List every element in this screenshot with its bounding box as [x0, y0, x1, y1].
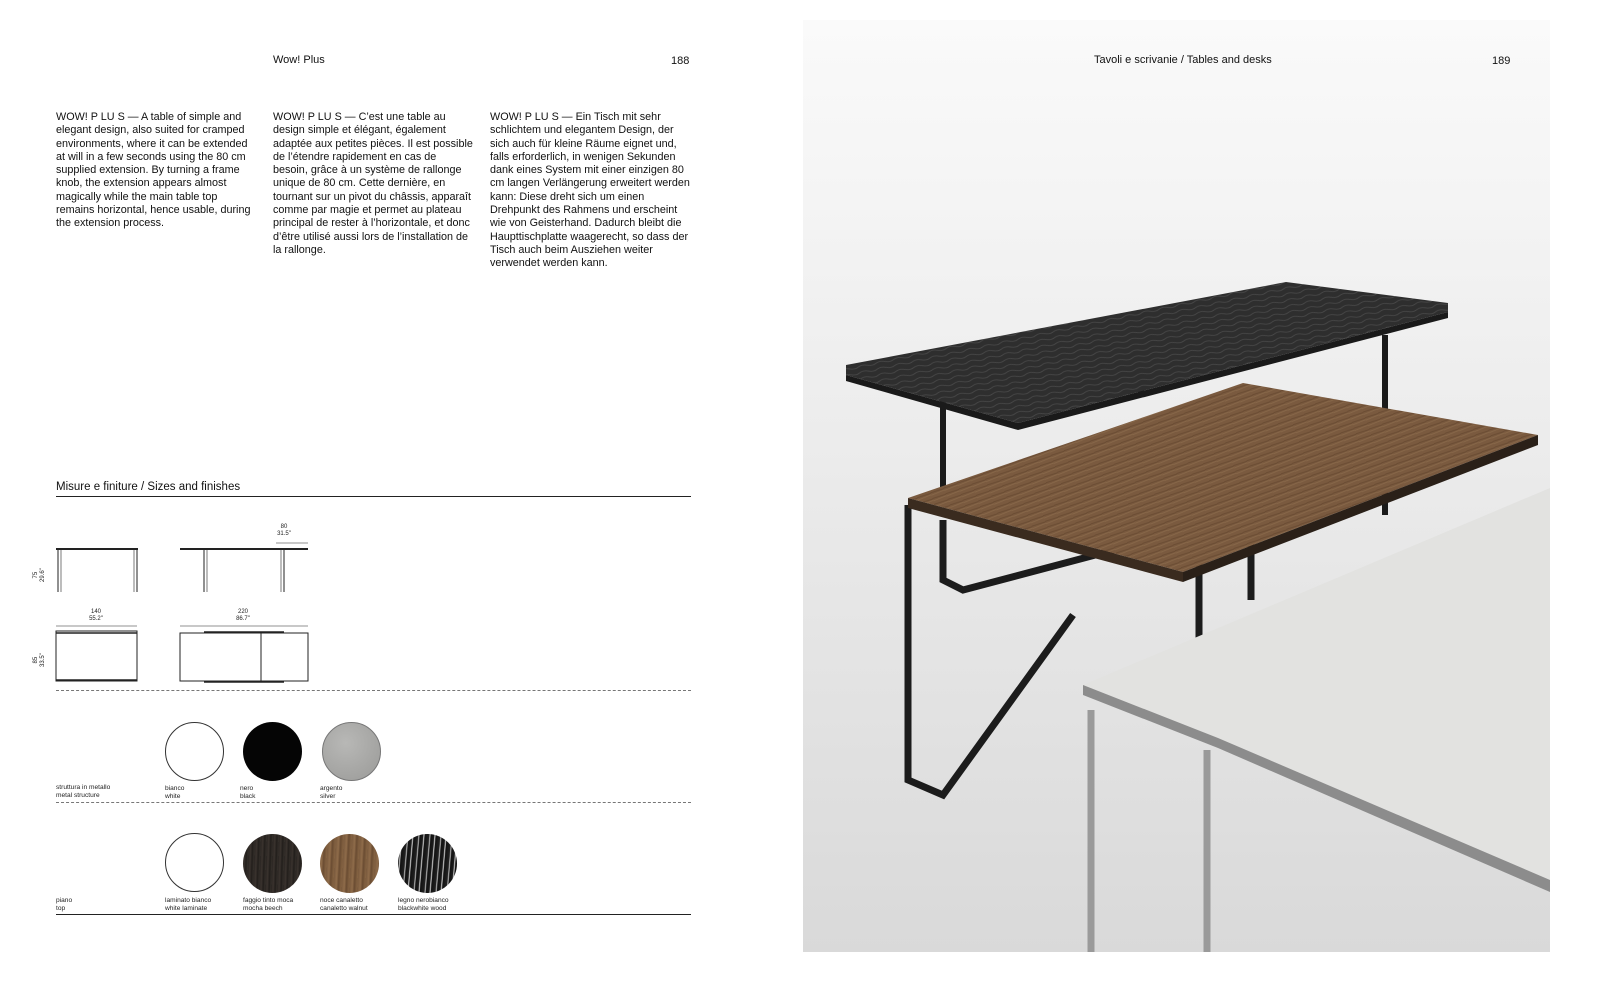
caption-top-canaletto-walnut: noce canaletto canaletto walnut	[320, 897, 368, 912]
dim-length-open: 220 86.7"	[236, 609, 250, 622]
page-title-right: Tavoli e scrivanie / Tables and desks	[1094, 54, 1272, 66]
swatch-top-white-laminate	[165, 833, 224, 892]
sizes-section-title: Misure e finiture / Sizes and finishes	[56, 481, 241, 493]
product-photo	[803, 20, 1550, 952]
page-title-left: Wow! Plus	[273, 54, 325, 66]
caption-top-white-laminate: laminato bianco white laminate	[165, 897, 212, 912]
dim-height: 75 29.6"	[33, 568, 46, 582]
divider-dashed	[56, 690, 691, 691]
swatch-structure-silver	[322, 722, 381, 781]
plan-closed-drawing	[56, 626, 137, 681]
dim-length-closed: 140 55.2"	[89, 609, 103, 622]
caption-structure-silver: argento silver	[320, 785, 343, 800]
dim-depth: 85 33.5"	[33, 653, 46, 667]
caption-top-blackwhite-wood: legno nerobianco blackwhite wood	[398, 897, 449, 912]
description-french: WOW! P LU S — C’est une table au design simple et élégant, également adaptée aux petites pièces. Il est possible de l’étendre rapidement en cas de besoin, grâce à un système de rallonge unique de 80 cm. Cette dernière, en tournant sur un pivot du châssis, apparaît comme par magie et permet au plateau principal de rester à l’horizontale, et donc d’être utilisé aussi lors de l’installation de la rallonge.	[273, 111, 473, 256]
description-english: WOW! P LU S — A table of simple and elegant design, also suited for cramped environments, where it can be extended at will in a few seconds using the 80 cm supplied extension. By turning a frame knob, the extension appears almost magically while the main table top remains horizontal, hence usable, during the extension process.	[56, 111, 251, 230]
page-number-left: 188	[671, 55, 690, 67]
swatch-top-canaletto-walnut	[320, 834, 379, 893]
caption-structure-black: nero black	[240, 785, 256, 800]
caption-structure-white: bianco white	[165, 785, 185, 800]
page-number-right: 189	[1492, 55, 1511, 67]
section-rule	[56, 496, 691, 497]
divider-dashed	[56, 802, 691, 803]
swatch-structure-white	[165, 722, 224, 781]
swatch-top-mocha-beech	[243, 834, 302, 893]
section-rule-bottom	[56, 914, 691, 915]
structure-label: struttura in metallo metal structure	[56, 784, 111, 799]
elevation-open-drawing	[180, 543, 308, 592]
dimension-drawings	[30, 515, 330, 690]
description-german: WOW! P LU S — Ein Tisch mit sehr schlichtem und elegantem Design, der sich auch für kleine Räume eignet und, falls erforderlich, in wenigen Sekunden dank eines System mit einer einzigen 80 cm langen Verlängerung erweitert werden kann: Diese dreht sich um einen Drehpunkt des Rahmens und erscheint wie von Geisterhand. Dadurch bleibt die Haupttischplatte waagerecht, so dass der Tisch auch beim Ausziehen weiter verwendet werden kann.	[490, 111, 690, 270]
product-photo-tables	[803, 20, 1550, 952]
dim-extension: 80 31.5"	[277, 524, 291, 537]
caption-top-mocha-beech: faggio tinto moca mocha beech	[243, 897, 294, 912]
elevation-closed-drawing	[56, 549, 138, 592]
swatch-top-blackwhite-wood	[398, 834, 457, 893]
plan-open-drawing	[180, 626, 308, 682]
top-label: piano top	[56, 897, 73, 912]
swatch-structure-black	[243, 722, 302, 781]
